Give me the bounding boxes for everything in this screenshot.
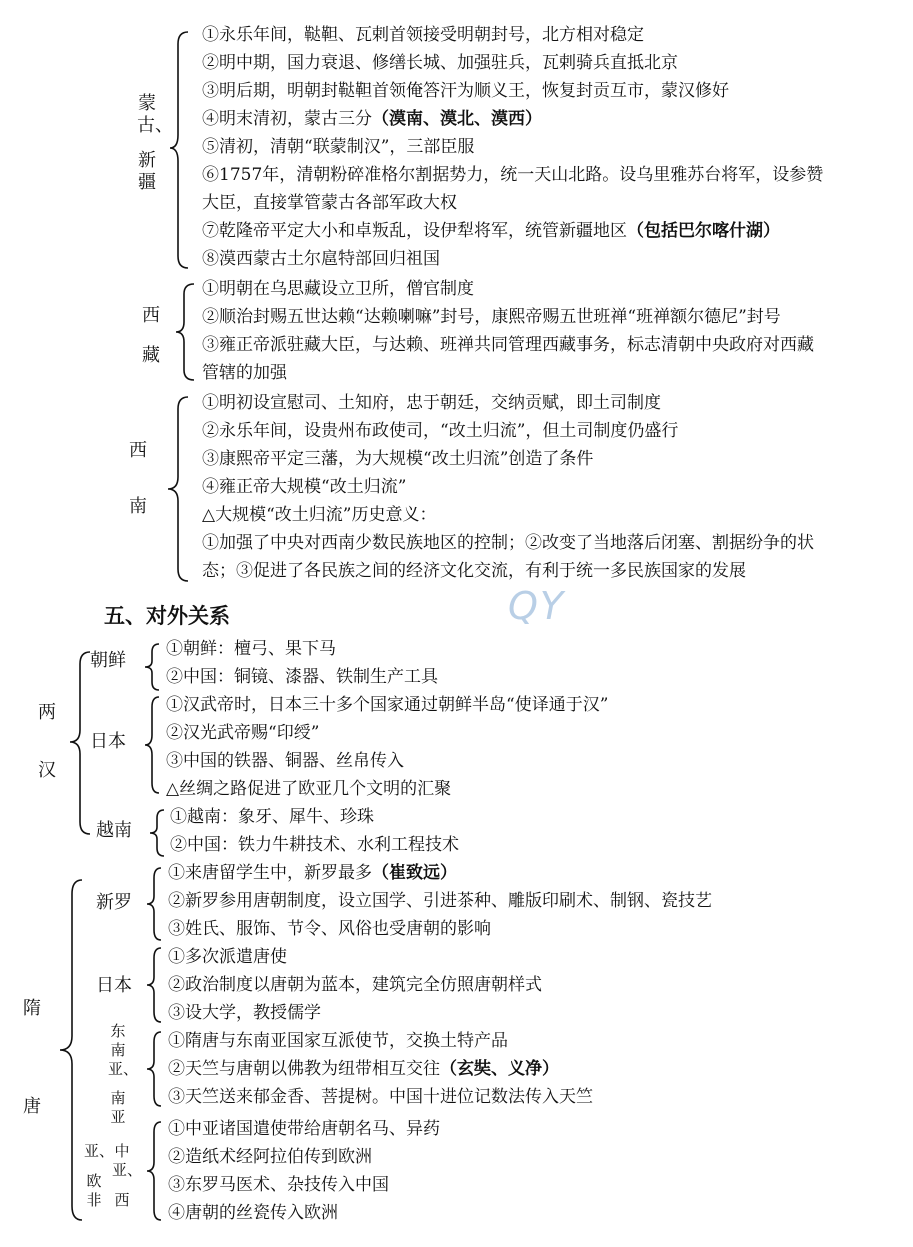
seasia-label-5: 亚 <box>110 1108 126 1126</box>
suitang-label-2: 唐 <box>23 1096 41 1117</box>
seasia-label-3: 亚、 <box>108 1060 139 1078</box>
tibet-label-2: 藏 <box>142 345 160 366</box>
seasia-label-1: 东 <box>110 1022 126 1040</box>
suitang-west-item-3: ③东罗马医术、杂技传入中国 <box>168 1175 389 1195</box>
tibet-item-3-cont: 管辖的加强 <box>202 363 287 383</box>
suitang-silla-item-3: ③姓氏、服饰、节令、风俗也受唐朝的影响 <box>168 919 491 939</box>
suitang-silla-item-1-bold: （崔致远） <box>372 863 457 883</box>
southwest-brace <box>168 395 190 585</box>
han-korea-brace <box>145 642 161 692</box>
han-japan-item-2: ②汉光武帝赐“印绶” <box>166 723 320 743</box>
han-vietnam-label: 越南 <box>96 820 132 841</box>
west-label-c1-3: 非 <box>86 1191 102 1209</box>
mongolia-item-6-cont: 大臣，直接掌管蒙古各部军政大权 <box>202 193 457 213</box>
mongolia-item-8: ⑧漠西蒙古土尔扈特部回归祖国 <box>202 249 440 269</box>
suitang-seasia-item-3: ③天竺送来郁金香、菩提树。中国十进位记数法传入天竺 <box>168 1087 593 1107</box>
han-japan-item-4: △丝绸之路促进了欧亚几个文明的汇聚 <box>166 779 452 799</box>
han-japan-label: 日本 <box>90 731 126 752</box>
west-label-c1-2: 欧 <box>86 1172 102 1190</box>
mongolia-item-5: ⑤清初，清朝“联蒙制汉”，三部臣服 <box>202 137 475 157</box>
mongolia-item-7-bold: （包括巴尔喀什湖） <box>627 221 780 241</box>
mongolia-item-2: ②明中期，国力衰退、修缮长城、加强驻兵，瓦剌骑兵直抵北京 <box>202 53 678 73</box>
southwest-item-4: ④雍正帝大规模“改土归流” <box>202 477 407 497</box>
han-vietnam-brace <box>150 808 166 858</box>
suitang-japan-label: 日本 <box>96 975 132 996</box>
tibet-label-1: 西 <box>142 305 160 326</box>
mongolia-item-6: ⑥1757年，清朝粉碎准格尔割据势力，统一天山北路。设乌里雅苏台将军，设参赞 <box>202 165 824 185</box>
suitang-west-brace <box>147 1120 163 1224</box>
han-korea-item-1: ①朝鲜：檀弓、果下马 <box>166 639 336 659</box>
han-korea-label: 朝鲜 <box>90 650 126 671</box>
suitang-silla-item-1: ①来唐留学生中，新罗最多（崔致远） <box>168 863 457 883</box>
mongolia-xinjiang-label-2: 新疆 <box>138 150 156 193</box>
han-label-2: 汉 <box>38 760 56 781</box>
han-japan-brace <box>145 695 161 797</box>
han-korea-item-2: ②中国：铜镜、漆器、铁制生产工具 <box>166 667 438 687</box>
seasia-label-4: 南 <box>110 1089 126 1107</box>
southwest-label-2: 南 <box>129 496 147 517</box>
southwest-significance-heading: △大规模“改土归流”历史意义： <box>202 505 437 525</box>
suitang-seasia-brace <box>147 1030 163 1110</box>
suitang-west-item-4: ④唐朝的丝瓷传入欧洲 <box>168 1203 338 1223</box>
suitang-seasia-item-2-bold: （玄奘、义净） <box>440 1059 559 1079</box>
tibet-item-2: ②顺治封赐五世达赖“达赖喇嘛”封号，康熙帝赐五世班禅“班禅额尔德尼”封号 <box>202 307 781 327</box>
west-label-c2-2: 亚、 <box>112 1161 143 1179</box>
suitang-japan-item-2: ②政治制度以唐朝为蓝本，建筑完全仿照唐朝样式 <box>168 975 542 995</box>
west-label-c2-1: 中 <box>114 1142 130 1160</box>
han-label-1: 两 <box>38 702 56 723</box>
mongolia-item-3: ③明后期，明朝封鞑靼首领俺答汗为顺义王，恢复封贡互市，蒙汉修好 <box>202 81 729 101</box>
southwest-label-1: 西 <box>129 440 147 461</box>
southwest-significance-1: ①加强了中央对西南少数民族地区的控制；②改变了当地落后闭塞、割据纷争的状 <box>202 533 814 553</box>
mongolia-item-1: ①永乐年间，鞑靼、瓦剌首领接受明朝封号，北方相对稳定 <box>202 25 644 45</box>
han-japan-item-3: ③中国的铁器、铜器、丝帛传入 <box>166 751 404 771</box>
suitang-silla-label: 新罗 <box>96 892 132 913</box>
southwest-significance-2: 态；③促进了各民族之间的经济文化交流，有利于统一多民族国家的发展 <box>202 561 746 581</box>
southwest-item-2: ②永乐年间，设贵州布政使司，“改土归流”，但土司制度仍盛行 <box>202 421 679 441</box>
mongolia-item-4-bold: （漠南、漠北、漠西） <box>372 109 542 129</box>
suitang-west-item-2: ②造纸术经阿拉伯传到欧洲 <box>168 1147 372 1167</box>
mongolia-brace <box>170 30 190 270</box>
mongolia-xinjiang-label-1: 蒙古、 <box>137 93 173 136</box>
section-title: 五、对外关系 <box>104 604 230 628</box>
southwest-item-3: ③康熙帝平定三藩，为大规模“改土归流”创造了条件 <box>202 449 594 469</box>
watermark: QY <box>508 584 566 628</box>
seasia-label-2: 南 <box>110 1041 126 1059</box>
suitang-japan-brace <box>147 946 163 1026</box>
tibet-brace <box>176 282 196 382</box>
han-vietnam-item-1: ①越南：象牙、犀牛、珍珠 <box>170 807 374 827</box>
han-japan-item-1: ①汉武帝时，日本三十多个国家通过朝鲜半岛“使译通于汉” <box>166 695 609 715</box>
han-vietnam-item-2: ②中国：铁力牛耕技术、水利工程技术 <box>170 835 459 855</box>
tibet-item-3: ③雍正帝派驻藏大臣，与达赖、班禅共同管理西藏事务，标志清朝中央政府对西藏 <box>202 335 814 355</box>
suitang-west-item-1: ①中亚诸国遣使带给唐朝名马、异药 <box>168 1119 440 1139</box>
west-label-c1-1: 亚、 <box>84 1142 115 1160</box>
mongolia-item-7: ⑦乾隆帝平定大小和卓叛乱，设伊犁将军，统管新疆地区（包括巴尔喀什湖） <box>202 221 780 241</box>
suitang-seasia-item-1: ①隋唐与东南亚国家互派使节，交换土特产品 <box>168 1031 508 1051</box>
west-label-c2-3: 西 <box>114 1191 130 1209</box>
suitang-japan-item-1: ①多次派遣唐使 <box>168 947 287 967</box>
suitang-japan-item-3: ③设大学，教授儒学 <box>168 1003 321 1023</box>
southwest-item-1: ①明初设宣慰司、土知府，忠于朝廷，交纳贡赋，即土司制度 <box>202 393 661 413</box>
suitang-silla-item-2: ②新罗参用唐朝制度，设立国学、引进茶种、雕版印刷术、制钢、瓷技艺 <box>168 891 712 911</box>
han-brace <box>70 650 92 838</box>
tibet-item-1: ①明朝在乌思藏设立卫所，僧官制度 <box>202 279 474 299</box>
mongolia-item-4: ④明末清初，蒙古三分（漠南、漠北、漠西） <box>202 109 542 129</box>
suitang-seasia-item-2: ②天竺与唐朝以佛教为纽带相互交往（玄奘、义净） <box>168 1059 559 1079</box>
suitang-label-1: 隋 <box>23 998 41 1019</box>
suitang-silla-brace <box>147 866 163 944</box>
suitang-brace <box>60 878 84 1224</box>
